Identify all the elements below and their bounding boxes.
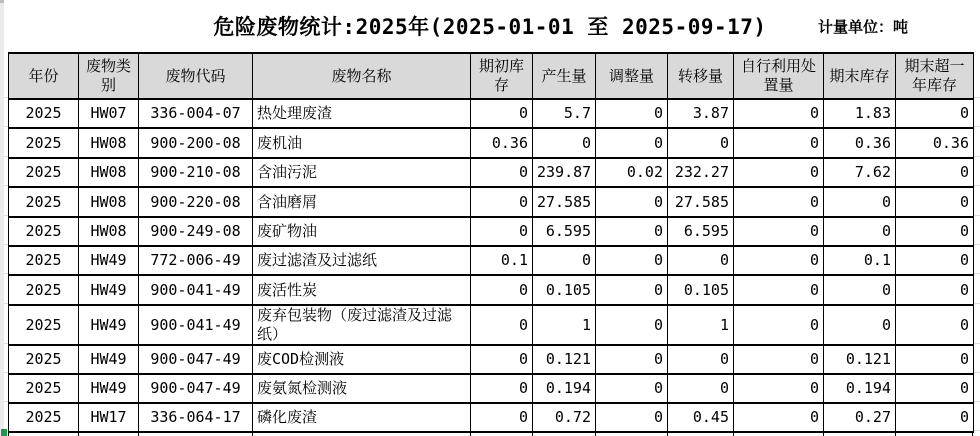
cell-adjusted[interactable]: 0 bbox=[596, 345, 668, 374]
cell-code[interactable]: 772-006-49 bbox=[139, 246, 253, 275]
table-row bbox=[9, 374, 974, 403]
cell-generated[interactable]: 0.194 bbox=[533, 374, 596, 403]
cell-initial-stock[interactable]: 0.36 bbox=[471, 128, 533, 158]
cell-over-year-stock[interactable]: 0 bbox=[896, 305, 974, 345]
cell-name[interactable]: 废COD检测液 bbox=[253, 345, 471, 374]
cell-name[interactable]: 废过滤渣及过滤纸 bbox=[253, 246, 471, 275]
next-row-border-stub bbox=[138, 432, 139, 436]
cell-year[interactable]: 2025 bbox=[9, 128, 79, 158]
cell-category[interactable]: HW17 bbox=[79, 403, 139, 432]
cell-initial-stock[interactable]: 0 bbox=[471, 217, 533, 246]
cell-generated[interactable]: 0.121 bbox=[533, 345, 596, 374]
cell-self-disposed[interactable]: 0 bbox=[734, 158, 824, 187]
next-row-border-stub bbox=[733, 432, 734, 436]
cell-name[interactable]: 磷化废渣 bbox=[253, 403, 471, 432]
cell-ending-stock[interactable]: 0.1 bbox=[824, 246, 896, 275]
cell-year[interactable]: 2025 bbox=[9, 345, 79, 374]
cell-category[interactable]: HW08 bbox=[79, 187, 139, 217]
cell-adjusted[interactable]: 0 bbox=[596, 128, 668, 158]
cell-name[interactable]: 废机油 bbox=[253, 128, 471, 158]
cell-code[interactable]: 900-041-49 bbox=[139, 275, 253, 305]
cell-ending-stock[interactable]: 0 bbox=[824, 275, 896, 305]
cell-name[interactable]: 含油磨屑 bbox=[253, 187, 471, 217]
cell-code[interactable]: 900-200-08 bbox=[139, 128, 253, 158]
column-header-adjusted[interactable]: 调整量 bbox=[596, 53, 668, 99]
column-header-category[interactable]: 废物类别 bbox=[79, 53, 139, 99]
cell-initial-stock[interactable]: 0.1 bbox=[471, 246, 533, 275]
cell-year[interactable]: 2025 bbox=[9, 305, 79, 345]
next-row-border-stub bbox=[532, 432, 533, 436]
cell-ending-stock[interactable]: 0.27 bbox=[824, 403, 896, 432]
next-row-border-stub bbox=[667, 432, 668, 436]
table-row bbox=[9, 128, 974, 158]
cell-transferred[interactable]: 0.105 bbox=[668, 275, 734, 305]
cell-ending-stock[interactable]: 0 bbox=[824, 187, 896, 217]
cell-generated[interactable]: 6.595 bbox=[533, 217, 596, 246]
cell-initial-stock[interactable]: 0 bbox=[471, 403, 533, 432]
next-row-border-stub bbox=[252, 432, 253, 436]
column-header-code[interactable]: 废物代码 bbox=[139, 53, 253, 99]
cell-ending-stock[interactable]: 0.36 bbox=[824, 128, 896, 158]
cell-over-year-stock[interactable]: 0 bbox=[896, 275, 974, 305]
table-body bbox=[9, 99, 974, 432]
cell-generated[interactable]: 0 bbox=[533, 246, 596, 275]
cell-over-year-stock[interactable]: 0 bbox=[896, 158, 974, 187]
left-margin-strip bbox=[0, 0, 4, 436]
next-row-border-stub bbox=[8, 432, 9, 436]
cell-over-year-stock[interactable]: 0 bbox=[896, 403, 974, 432]
cell-code[interactable]: 336-004-07 bbox=[139, 99, 253, 128]
cell-generated[interactable]: 27.585 bbox=[533, 187, 596, 217]
cell-self-disposed[interactable]: 0 bbox=[734, 187, 824, 217]
table-row bbox=[9, 345, 974, 374]
cell-code[interactable]: 900-041-49 bbox=[139, 305, 253, 345]
cell-transferred[interactable]: 232.27 bbox=[668, 158, 734, 187]
cell-year[interactable]: 2025 bbox=[9, 374, 79, 403]
cell-name[interactable]: 废弃包装物（废过滤渣及过滤纸） bbox=[253, 305, 471, 345]
cell-adjusted[interactable]: 0 bbox=[596, 99, 668, 128]
page-title: 危险废物统计:2025年(2025-01-01 至 2025-09-17) bbox=[213, 15, 767, 39]
cell-initial-stock[interactable]: 0 bbox=[471, 99, 533, 128]
table-header bbox=[9, 53, 974, 99]
cell-adjusted[interactable]: 0.02 bbox=[596, 158, 668, 187]
cell-self-disposed[interactable]: 0 bbox=[734, 305, 824, 345]
cell-name[interactable]: 废氨氮检测液 bbox=[253, 374, 471, 403]
next-row-border-stub bbox=[595, 432, 596, 436]
cell-ending-stock[interactable]: 0.121 bbox=[824, 345, 896, 374]
cell-generated[interactable]: 0.72 bbox=[533, 403, 596, 432]
cell-year[interactable]: 2025 bbox=[9, 187, 79, 217]
cell-name[interactable]: 废矿物油 bbox=[253, 217, 471, 246]
cell-adjusted[interactable]: 0 bbox=[596, 374, 668, 403]
table-row bbox=[9, 158, 974, 187]
cell-self-disposed[interactable]: 0 bbox=[734, 374, 824, 403]
cell-code[interactable]: 900-047-49 bbox=[139, 374, 253, 403]
column-header-initial-stock[interactable]: 期初库存 bbox=[471, 53, 533, 99]
column-header-name[interactable]: 废物名称 bbox=[253, 53, 471, 99]
table-row bbox=[9, 217, 974, 246]
cell-generated[interactable]: 1 bbox=[533, 305, 596, 345]
table-row bbox=[9, 403, 974, 432]
cell-initial-stock[interactable]: 0 bbox=[471, 158, 533, 187]
cell-initial-stock[interactable]: 0 bbox=[471, 374, 533, 403]
cell-initial-stock[interactable]: 0 bbox=[471, 345, 533, 374]
cell-over-year-stock[interactable]: 0.36 bbox=[896, 128, 974, 158]
cell-year[interactable]: 2025 bbox=[9, 275, 79, 305]
title-bar bbox=[0, 0, 980, 52]
cell-transferred[interactable]: 0.45 bbox=[668, 403, 734, 432]
cell-transferred[interactable]: 0 bbox=[668, 128, 734, 158]
cell-transferred[interactable]: 3.87 bbox=[668, 99, 734, 128]
next-row-border-stub bbox=[470, 432, 471, 436]
cell-year[interactable]: 2025 bbox=[9, 217, 79, 246]
cell-code[interactable]: 900-047-49 bbox=[139, 345, 253, 374]
cell-name[interactable]: 废活性炭 bbox=[253, 275, 471, 305]
cell-self-disposed[interactable]: 0 bbox=[734, 128, 824, 158]
cell-over-year-stock[interactable]: 0 bbox=[896, 246, 974, 275]
cell-code[interactable]: 336-064-17 bbox=[139, 403, 253, 432]
cell-ending-stock[interactable]: 0 bbox=[824, 217, 896, 246]
cell-self-disposed[interactable]: 0 bbox=[734, 345, 824, 374]
table-row bbox=[9, 99, 974, 128]
cell-self-disposed[interactable]: 0 bbox=[734, 217, 824, 246]
cell-adjusted[interactable]: 0 bbox=[596, 246, 668, 275]
next-row-border-stub bbox=[895, 432, 896, 436]
cell-over-year-stock[interactable]: 0 bbox=[896, 374, 974, 403]
cell-year[interactable]: 2025 bbox=[9, 158, 79, 187]
cell-name[interactable]: 热处理废渣 bbox=[253, 99, 471, 128]
cell-self-disposed[interactable]: 0 bbox=[734, 99, 824, 128]
cell-self-disposed[interactable]: 0 bbox=[734, 403, 824, 432]
next-row-border-stub bbox=[823, 432, 824, 436]
table-row bbox=[9, 275, 974, 305]
table-row bbox=[9, 305, 974, 345]
cell-ending-stock[interactable]: 0.194 bbox=[824, 374, 896, 403]
unit-label: 计量单位：吨 bbox=[817, 18, 908, 36]
cell-over-year-stock[interactable]: 0 bbox=[896, 345, 974, 374]
column-header-year[interactable]: 年份 bbox=[9, 53, 79, 99]
cell-adjusted[interactable]: 0 bbox=[596, 305, 668, 345]
cell-transferred[interactable]: 1 bbox=[668, 305, 734, 345]
column-header-transferred[interactable]: 转移量 bbox=[668, 53, 734, 99]
cell-transferred[interactable]: 0 bbox=[668, 246, 734, 275]
cell-category[interactable]: HW49 bbox=[79, 374, 139, 403]
column-header-generated[interactable]: 产生量 bbox=[533, 53, 596, 99]
cell-transferred[interactable]: 27.585 bbox=[668, 187, 734, 217]
cell-over-year-stock[interactable]: 0 bbox=[896, 99, 974, 128]
cell-self-disposed[interactable]: 0 bbox=[734, 275, 824, 305]
hazardous-waste-table bbox=[8, 52, 974, 433]
cell-adjusted[interactable]: 0 bbox=[596, 217, 668, 246]
cell-transferred[interactable]: 0 bbox=[668, 345, 734, 374]
column-header-over-year-stock[interactable]: 期末超一年库存 bbox=[896, 53, 974, 99]
cell-ending-stock[interactable]: 7.62 bbox=[824, 158, 896, 187]
cell-initial-stock[interactable]: 0 bbox=[471, 305, 533, 345]
table-row bbox=[9, 187, 974, 217]
cell-ending-stock[interactable]: 0 bbox=[824, 305, 896, 345]
cell-category[interactable]: HW49 bbox=[79, 246, 139, 275]
cell-transferred[interactable]: 0 bbox=[668, 374, 734, 403]
next-row-border-stub bbox=[78, 432, 79, 436]
column-header-self-disposed[interactable]: 自行利用处置量 bbox=[734, 53, 824, 99]
cell-category[interactable]: HW49 bbox=[79, 345, 139, 374]
cell-code[interactable]: 900-249-08 bbox=[139, 217, 253, 246]
cell-category[interactable]: HW49 bbox=[79, 275, 139, 305]
cell-name[interactable]: 含油污泥 bbox=[253, 158, 471, 187]
cell-self-disposed[interactable]: 0 bbox=[734, 246, 824, 275]
cell-adjusted[interactable]: 0 bbox=[596, 187, 668, 217]
cell-initial-stock[interactable]: 0 bbox=[471, 275, 533, 305]
cell-initial-stock[interactable]: 0 bbox=[471, 187, 533, 217]
cell-category[interactable]: HW07 bbox=[79, 99, 139, 128]
cell-over-year-stock[interactable]: 0 bbox=[896, 187, 974, 217]
column-header-ending-stock[interactable]: 期末库存 bbox=[824, 53, 896, 99]
cell-category[interactable]: HW08 bbox=[79, 158, 139, 187]
cell-code[interactable]: 900-220-08 bbox=[139, 187, 253, 217]
next-row-border-stub bbox=[972, 432, 973, 436]
selection-handle-icon[interactable] bbox=[1, 429, 7, 436]
cell-generated[interactable]: 0.105 bbox=[533, 275, 596, 305]
cell-adjusted[interactable]: 0 bbox=[596, 403, 668, 432]
cell-year[interactable]: 2025 bbox=[9, 246, 79, 275]
cell-generated[interactable]: 5.7 bbox=[533, 99, 596, 128]
table-row bbox=[9, 246, 974, 275]
cell-code[interactable]: 900-210-08 bbox=[139, 158, 253, 187]
cell-over-year-stock[interactable]: 0 bbox=[896, 217, 974, 246]
cell-year[interactable]: 2025 bbox=[9, 403, 79, 432]
cell-adjusted[interactable]: 0 bbox=[596, 275, 668, 305]
cell-year[interactable]: 2025 bbox=[9, 99, 79, 128]
cell-generated[interactable]: 239.87 bbox=[533, 158, 596, 187]
cell-transferred[interactable]: 6.595 bbox=[668, 217, 734, 246]
table-header-row bbox=[9, 53, 974, 99]
cell-category[interactable]: HW49 bbox=[79, 305, 139, 345]
cell-category[interactable]: HW08 bbox=[79, 217, 139, 246]
cell-category[interactable]: HW08 bbox=[79, 128, 139, 158]
cell-generated[interactable]: 0 bbox=[533, 128, 596, 158]
cell-ending-stock[interactable]: 1.83 bbox=[824, 99, 896, 128]
